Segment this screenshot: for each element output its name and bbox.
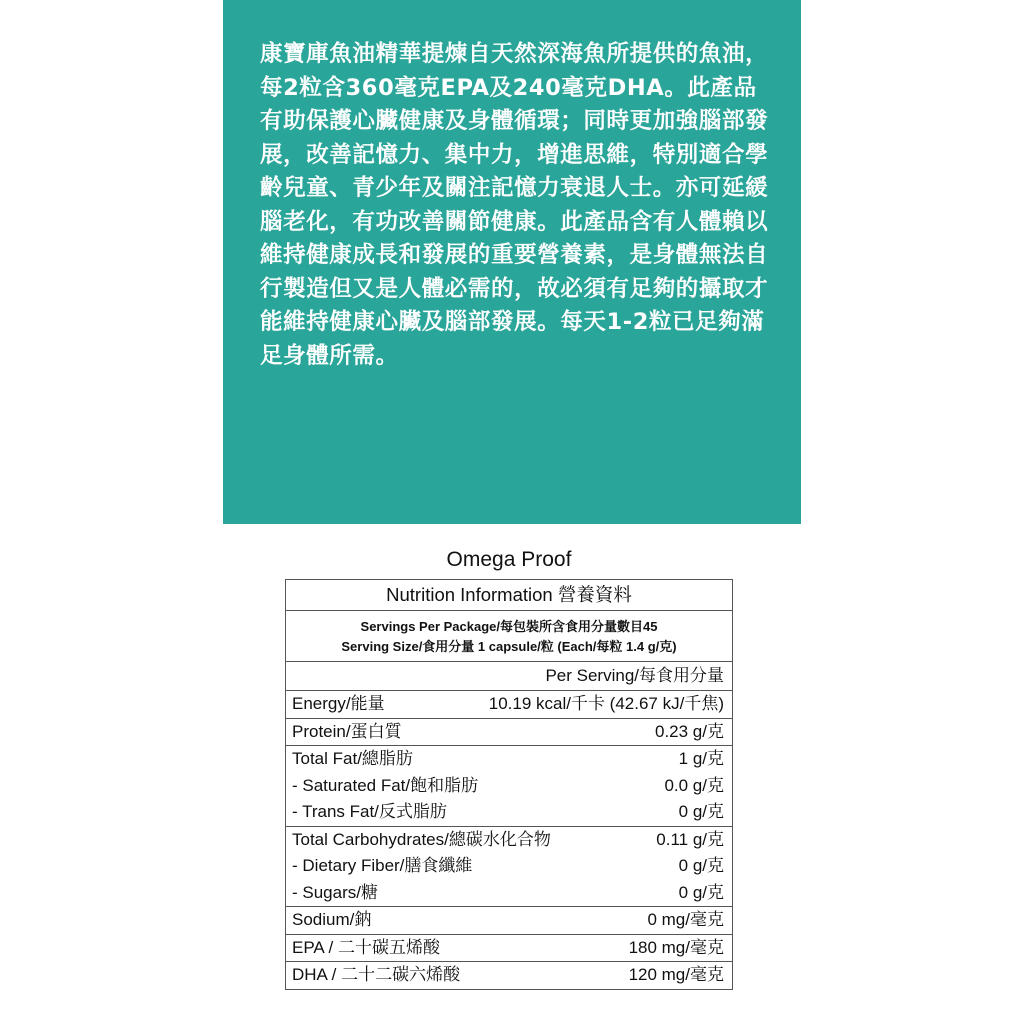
nutrient-row-dietary-fiber xyxy=(286,853,732,880)
nutrient-value: 0 g/克 xyxy=(678,856,724,875)
nutrient-value: 0 g/克 xyxy=(678,882,724,902)
per-serving-label: Per Serving/每食用分量 xyxy=(545,666,724,685)
per-serving-header xyxy=(286,662,732,691)
nutrient-value: 0 mg/毫克 xyxy=(647,910,724,929)
serving-info xyxy=(286,611,732,662)
nutrient-label: Sodium/鈉 xyxy=(292,910,372,929)
serving-size: Serving Size/食用分量 1 capsule/粒 (Each/每粒 1.4 g/克) xyxy=(341,639,677,654)
nutrition-table xyxy=(285,579,733,990)
nutrient-row-trans-fat xyxy=(286,799,732,826)
description-panel xyxy=(223,0,801,524)
nutrient-row-total-carbohydrates xyxy=(286,826,732,854)
nutrient-row-total-fat xyxy=(286,745,732,773)
nutrient-label: - Trans Fat/反式脂肪 xyxy=(292,802,447,821)
nutrient-label: EPA / 二十碳五烯酸 xyxy=(292,937,440,957)
nutrient-row-energy xyxy=(286,691,732,718)
nutrient-label: - Dietary Fiber/膳食纖維 xyxy=(292,856,473,875)
product-name: Omega Proof xyxy=(446,548,572,571)
nutrient-value: 1 g/克 xyxy=(678,749,724,768)
nutrient-value: 0.23 g/克 xyxy=(655,721,724,741)
nutrient-label: Total Fat/總脂肪 xyxy=(292,749,413,768)
nutrient-value: 0.11 g/克 xyxy=(656,829,724,849)
nutrient-row-dha xyxy=(286,961,732,989)
nutrient-value: 0.0 g/克 xyxy=(664,775,724,795)
nutrient-label: - Saturated Fat/飽和脂肪 xyxy=(292,775,479,795)
nutrient-value: 120 mg/毫克 xyxy=(628,965,724,984)
nutrient-row-sodium xyxy=(286,906,732,934)
product-description: 康寶庫魚油精華提煉自天然深海魚所提供的魚油，每2粒含360毫克EPA及240毫克DHA。此產品有助保護心臟健康及身體循環；同時更加強腦部發展，改善記憶力、集中力，增進思維，特別適合學齡兒童、青少年及關注記憶力衰退人士。亦可延緩腦老化，有功改善關節健康。此產品含有人體賴以維持健康成長和發展的重要營養素，是身體無法自行製造但又是人體必需的，故必須有足夠的攝取才能維持健康心臟及腦部發展。每天1-2粒已足夠滿足身體所需。 xyxy=(260,41,769,369)
nutrient-value: 10.19 kcal/千卡 (42.67 kJ/千焦) xyxy=(488,694,724,713)
servings-per-package: Servings Per Package/每包裝所含食用分量數目45 xyxy=(360,619,658,634)
nutrition-title: Nutrition Information 營養資料 xyxy=(286,580,732,611)
nutrient-row-sugars xyxy=(286,880,732,907)
nutrient-label: - Sugars/糖 xyxy=(292,882,378,902)
nutrient-label: DHA / 二十二碳六烯酸 xyxy=(292,965,461,984)
nutrient-label: Total Carbohydrates/總碳水化合物 xyxy=(292,829,551,849)
nutrient-row-saturated-fat xyxy=(286,773,732,800)
nutrient-label: Energy/能量 xyxy=(292,694,385,713)
nutrient-value: 180 mg/毫克 xyxy=(628,937,724,957)
nutrient-label: Protein/蛋白質 xyxy=(292,721,402,741)
nutrient-row-epa xyxy=(286,934,732,962)
nutrient-row-protein xyxy=(286,718,732,746)
nutrient-value: 0 g/克 xyxy=(678,802,724,821)
